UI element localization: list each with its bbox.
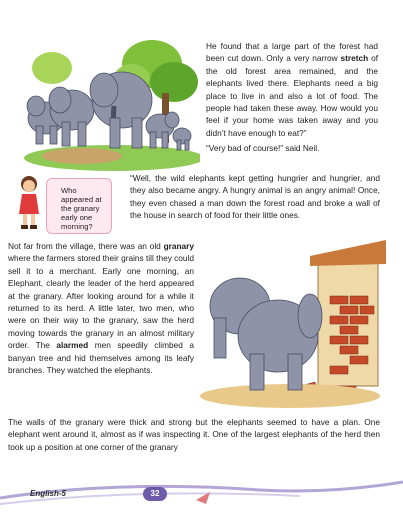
neil-reply: “Very bad of course!” said Neil. xyxy=(206,143,320,154)
text-run: of the old forest area remained, and the elephants lived there. Elephants need a big place to live in and also a lot of food. The people had taken these away. How would you feel if your home was taken away and you didn’t have enough to eat?” xyxy=(206,53,379,138)
girl-character-icon xyxy=(14,174,44,230)
intro-text xyxy=(206,40,378,139)
callout-question: Who appeared at the granary early one morning? xyxy=(61,186,102,231)
vocabulary-word: granary xyxy=(163,241,194,251)
vocabulary-word: stretch xyxy=(340,53,369,64)
angry-elephants-paragraph xyxy=(130,172,380,222)
question-callout xyxy=(46,178,112,234)
intro-paragraph xyxy=(206,40,378,155)
book-title: English-5 xyxy=(30,489,67,498)
granary-paragraph xyxy=(8,240,194,376)
mid-text: “Well, the wild elephants kept getting hungrier and hungrier, and they also became angry. A hungry animal is an angry animal! Once, they even chased a man down the forest road and broke a wall of the house in search of food for their little ones. xyxy=(130,173,380,221)
bottom-text: The walls of the granary were thick and strong but the elephants seemed to have a plan. One elephant went around it, almost as if was inspecting it. One of the largest elephants of the herd then took up a position at one corner of the granary xyxy=(8,417,380,452)
text-run: where the farmers stored their grains till they could sell it to a merchant. Early one morning, an Elephant, clearly the leader of the herd appeared at the granary. After looking around for a while it returned to its herd. A little later, two men, who were on their way to the granary, saw the herd moving towards the granary in an almost military order. The xyxy=(8,253,194,351)
text-run: He found that a large part of the forest had been cut down. Only a very narrow xyxy=(206,41,378,64)
walls-paragraph xyxy=(8,416,380,453)
text-run: men speedily climbed a banyan tree and hid themselves among its leafy branches. They watched the elephants. xyxy=(8,340,194,376)
granary-text xyxy=(8,240,194,376)
footer-swoosh xyxy=(0,460,403,512)
vocabulary-word: alarmed xyxy=(56,340,89,351)
page-number: 32 xyxy=(143,487,167,501)
text-run: Not far from the village, there was an old xyxy=(8,241,164,251)
elephant-herd-illustration xyxy=(22,38,200,172)
elephants-granary-illustration xyxy=(200,236,386,412)
